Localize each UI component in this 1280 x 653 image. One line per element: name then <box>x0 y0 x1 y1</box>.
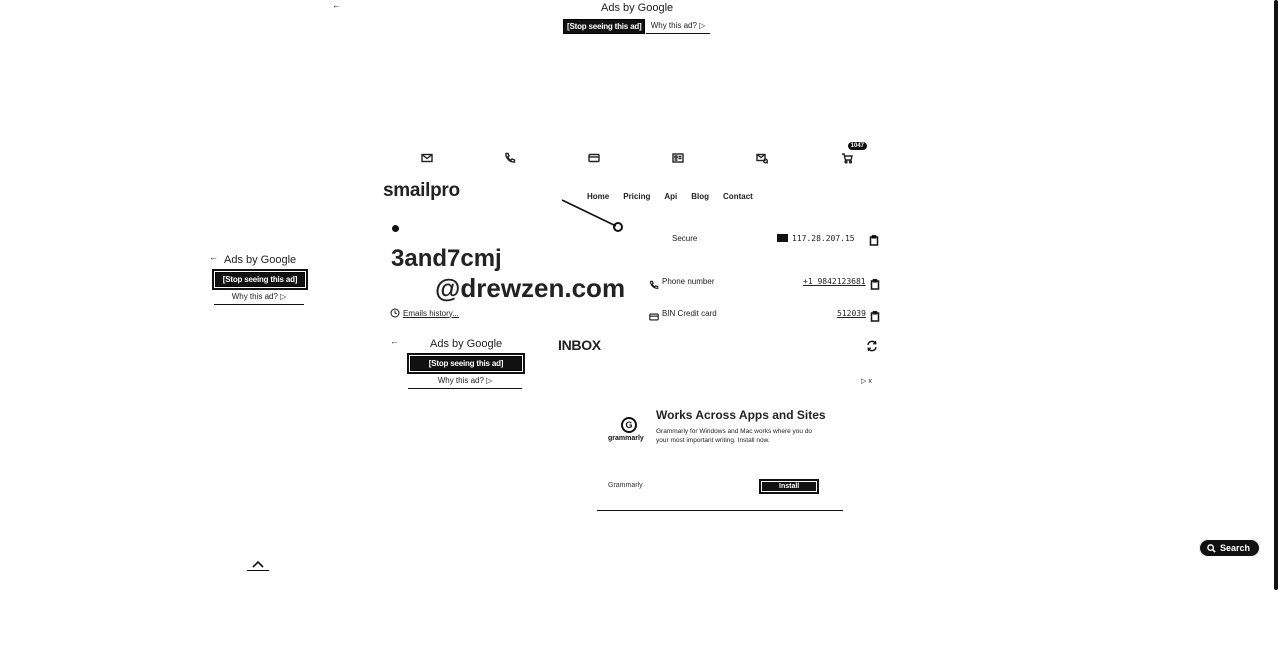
left-ad-title: Ads by Google <box>224 254 297 266</box>
emails-history-link[interactable]: Emails history... <box>403 308 459 318</box>
menu-contact[interactable]: Contact <box>723 192 753 201</box>
history-icon <box>390 308 400 318</box>
flag-icon <box>777 234 788 242</box>
search-icon <box>1207 544 1216 553</box>
phone-icon[interactable] <box>501 150 519 166</box>
inner-ad-stop-button[interactable]: [Stop seeing this ad] <box>410 356 522 371</box>
inbox-title: INBOX <box>558 337 601 353</box>
scroll-top-button[interactable] <box>247 558 269 571</box>
ip-address: 117.28.207.15 <box>792 234 855 243</box>
grammarly-advertiser: Grammarly <box>608 482 643 489</box>
card-icon[interactable] <box>585 150 603 166</box>
cart-count-badge: 1047 <box>848 142 867 150</box>
hidden-mail-icon[interactable] <box>753 150 771 166</box>
menu-pricing[interactable]: Pricing <box>623 192 651 201</box>
grammarly-logo-icon: G <box>621 417 637 433</box>
menu-blog[interactable]: Blog <box>691 192 710 201</box>
inner-ad-why-link[interactable]: Why this ad? ▷ <box>408 376 522 389</box>
email-local-part[interactable]: 3and7cmj <box>391 245 502 272</box>
refresh-icon[interactable] <box>866 339 878 351</box>
left-ad-why-link[interactable]: Why this ad? ▷ <box>214 292 304 305</box>
phone-small-icon <box>649 277 659 287</box>
inner-ad-back-arrow[interactable]: ← <box>390 336 399 346</box>
credit-card-small-icon <box>649 309 659 319</box>
grammarly-install-button[interactable]: Install <box>759 479 819 494</box>
menu-api[interactable]: Api <box>664 192 678 201</box>
emails-history[interactable] <box>390 308 459 318</box>
feature-icon-row <box>418 143 864 166</box>
mail-icon[interactable] <box>418 150 436 166</box>
phone-number-label: Phone number <box>662 277 715 286</box>
grammarly-brand: grammarly <box>608 435 644 442</box>
grammarly-ad-card[interactable] <box>597 404 843 511</box>
ad-choices-controls[interactable]: ▷ x <box>861 378 872 385</box>
floating-search-label: Search <box>1220 543 1251 553</box>
copy-bin-icon[interactable] <box>870 309 880 320</box>
id-card-icon[interactable] <box>669 150 687 166</box>
site-logo[interactable]: smailpro <box>383 180 460 201</box>
top-ad-title: Ads by Google <box>601 2 674 14</box>
left-ad-back-arrow[interactable]: ← <box>209 252 218 262</box>
copy-ip-icon[interactable] <box>869 233 879 244</box>
menu-home[interactable]: Home <box>587 192 610 201</box>
grammarly-ad-title[interactable]: Works Across Apps and Sites <box>656 408 826 422</box>
timer-hand-icon <box>558 196 628 236</box>
top-ad-stop-button[interactable]: [Stop seeing this ad] <box>563 19 645 34</box>
email-domain[interactable]: @drewzen.com <box>435 273 626 303</box>
page-scrollbar[interactable] <box>1274 0 1278 590</box>
left-ad-stop-button[interactable]: [Stop seeing this ad] <box>215 272 305 287</box>
top-ad-why-link[interactable]: Why this ad? ▷ <box>646 21 710 34</box>
chevron-up-icon <box>252 561 264 568</box>
grammarly-ad-body: Grammarly for Windows and Mac works where you do your most important writing. Install now. <box>656 428 813 444</box>
copy-phone-icon[interactable] <box>870 277 880 288</box>
timer-dot <box>392 225 399 232</box>
inner-ad-title: Ads by Google <box>430 338 503 350</box>
bin-credit-card-value[interactable]: 512039 <box>837 309 866 318</box>
top-ad-back-arrow[interactable]: ← <box>332 0 341 10</box>
bin-credit-card-label: BIN Credit card <box>662 309 717 318</box>
phone-number-value[interactable]: +1 9842123681 <box>803 277 866 286</box>
secure-label: Secure <box>672 234 698 243</box>
cart-icon[interactable] <box>838 143 864 166</box>
floating-search-button[interactable] <box>1199 539 1260 557</box>
